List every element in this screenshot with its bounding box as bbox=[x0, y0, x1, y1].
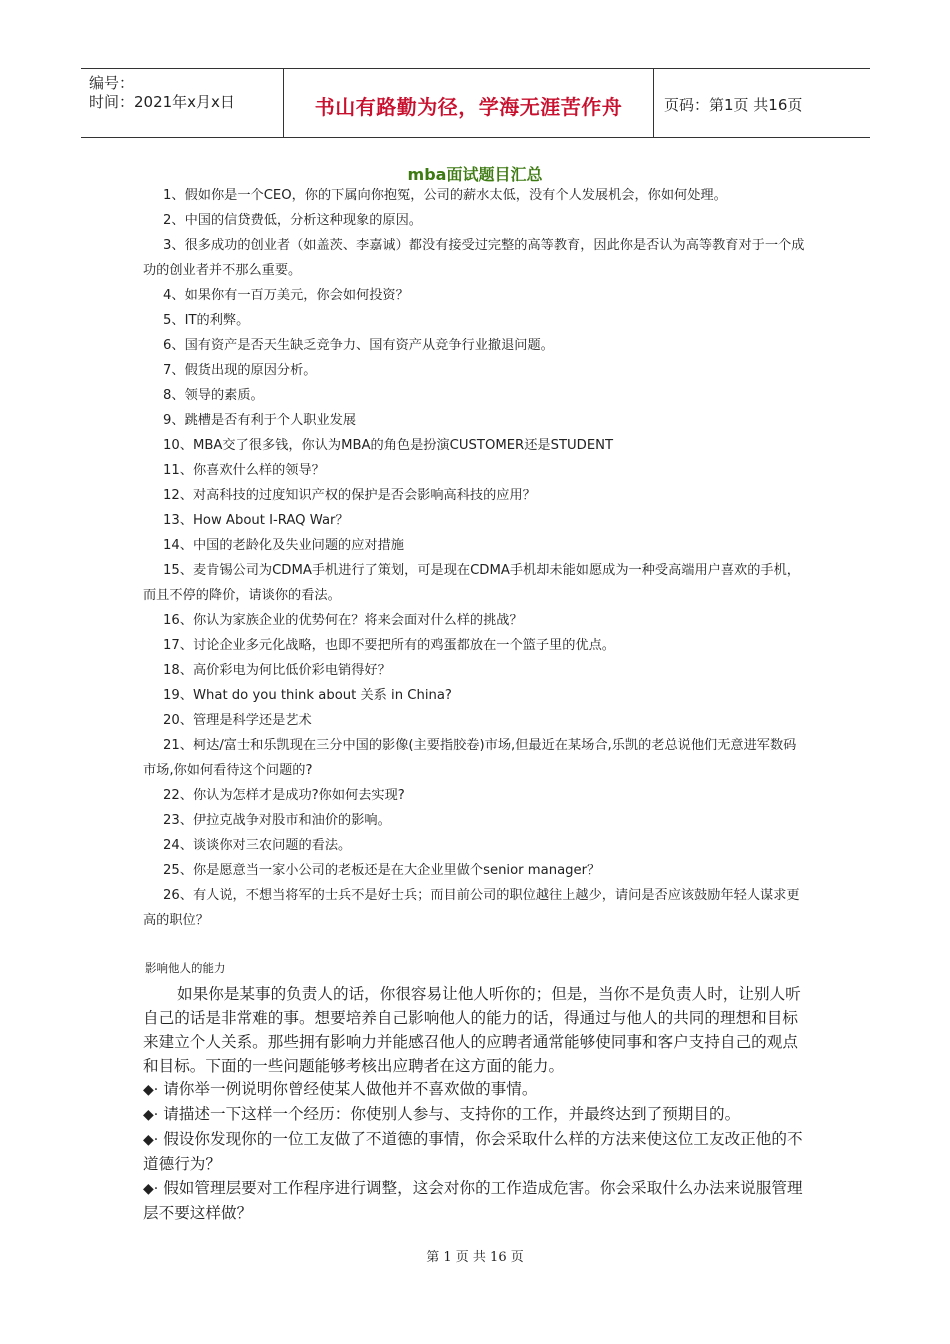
question-item: 14、中国的老龄化及失业问题的应对措施 bbox=[163, 538, 404, 553]
question-item: 2、中国的信贷费低，分析这种现象的原因。 bbox=[163, 213, 422, 228]
header-motto: 书山有路勤为径，学海无涯苦作舟 bbox=[314, 95, 623, 119]
bullet-item bbox=[143, 1077, 809, 1102]
question-item: 12、对高科技的过度知识产权的保护是否会影响高科技的应用？ bbox=[163, 488, 536, 503]
document-number-label: 编号： bbox=[89, 74, 135, 92]
question-item: 24、谈谈你对三农问题的看法。 bbox=[163, 838, 352, 853]
question-item: 9、跳槽是否有利于个人职业发展 bbox=[163, 413, 357, 428]
section-heading: 影响他人的能力 bbox=[145, 961, 226, 975]
question-item: 17、讨论企业多元化战略，也即不要把所有的鸡蛋都放在一个篮子里的优点。 bbox=[163, 638, 615, 653]
bullet-text: 请你举一例说明你曾经使某人做他并不喜欢做的事情。 bbox=[163, 1080, 538, 1098]
section-paragraph: 如果你是某事的负责人的话，你很容易让他人听你的；但是，当你不是负责人时，让别人听自己的话是非常难的事。想要培养自己影响他人的能力的话，得通过与他人的共同的理想和目标来建立个人关系。那些拥有影响力并能感召他人的应聘者通常能够使同事和客户支持自己的观点和目标。下面的一些问题能够考核出应聘者在这方面的能力。 bbox=[143, 985, 801, 1075]
question-item: 5、IT的利弊。 bbox=[163, 313, 250, 328]
bullet-text: 假设你发现你的一位工友做了不道德的事情，你会采取什么样的方法来使这位工友改正他的不道德行为？ bbox=[143, 1130, 803, 1173]
question-item: 18、高价彩电为何比低价彩电销得好？ bbox=[163, 663, 391, 678]
question-item: 22、你认为怎样才是成功?你如何去实现? bbox=[163, 788, 405, 803]
question-list bbox=[143, 183, 808, 933]
page-header bbox=[81, 68, 870, 138]
diamond-bullet-icon: ◆· bbox=[143, 1082, 159, 1098]
header-motto-cell bbox=[284, 69, 654, 137]
question-item: 6、国有资产是否天生缺乏竞争力、国有资产从竞争行业撤退问题。 bbox=[163, 338, 554, 353]
question-item: 21、柯达/富士和乐凯现在三分中国的影像(主要指胶卷)市场,但最近在某场合,乐凯的老总说他们无意进军数码市场,你如何看待这个问题的? bbox=[143, 738, 797, 778]
question-item: 15、麦肯锡公司为CDMA手机进行了策划，可是现在CDMA手机却未能如愿成为一种受高端用户喜欢的手机，而且不停的降价，请谈你的看法。 bbox=[143, 563, 800, 603]
bullet-item bbox=[143, 1102, 809, 1127]
document-title: mba面试题目汇总 bbox=[407, 165, 543, 184]
question-item: 20、管理是科学还是艺术 bbox=[163, 713, 312, 728]
bullet-text: 假如管理层要对工作程序进行调整，这会对你的工作造成危害。你会采取什么办法来说服管理层不要这样做？ bbox=[143, 1179, 803, 1222]
question-item: 23、伊拉克战争对股市和油价的影响。 bbox=[163, 813, 391, 828]
page-footer: 第 1 页 共 16 页 bbox=[426, 1250, 524, 1265]
question-item: 19、What do you think about 关系 in China? bbox=[163, 688, 452, 703]
bullet-item bbox=[143, 1176, 809, 1225]
question-item: 3、很多成功的创业者（如盖茨、李嘉诚）都没有接受过完整的高等教育，因此你是否认为高等教育对于一个成功的创业者并不那么重要。 bbox=[143, 238, 805, 278]
diamond-bullet-icon: ◆· bbox=[143, 1181, 159, 1197]
diamond-bullet-icon: ◆· bbox=[143, 1132, 159, 1148]
bullet-text: 请描述一下这样一个经历：你使别人参与、支持你的工作，并最终达到了预期目的。 bbox=[163, 1105, 741, 1123]
question-item: 7、假货出现的原因分析。 bbox=[163, 363, 317, 378]
question-item: 13、How About I-RAQ War？ bbox=[163, 513, 349, 528]
question-item: 16、你认为家族企业的优势何在？将来会面对什么样的挑战？ bbox=[163, 613, 523, 628]
question-item: 25、你是愿意当一家小公司的老板还是在大企业里做个senior manager？ bbox=[163, 863, 601, 878]
question-item: 4、如果你有一百万美元，你会如何投资？ bbox=[163, 288, 409, 303]
header-info-cell bbox=[81, 69, 284, 137]
bullet-item bbox=[143, 1127, 809, 1176]
question-item: 1、假如你是一个CEO，你的下属向你抱冤，公司的薪水太低，没有个人发展机会，你如何处理。 bbox=[163, 188, 727, 203]
question-item: 8、领导的素质。 bbox=[163, 388, 264, 403]
question-item: 10、MBA交了很多钱，你认为MBA的角色是扮演CUSTOMER还是STUDENT bbox=[163, 438, 614, 453]
header-page-cell bbox=[654, 69, 870, 137]
diamond-bullet-icon: ◆· bbox=[143, 1107, 159, 1123]
bullet-list bbox=[143, 1077, 809, 1225]
question-item: 11、你喜欢什么样的领导？ bbox=[163, 463, 325, 478]
question-item: 26、有人说，不想当将军的士兵不是好士兵；而目前公司的职位越往上越少，请问是否应该鼓励年轻人谋求更高的职位？ bbox=[143, 888, 800, 928]
document-date-label: 时间：2021年x月x日 bbox=[89, 93, 235, 111]
header-page-number: 页码：第1页 共16页 bbox=[664, 96, 803, 114]
